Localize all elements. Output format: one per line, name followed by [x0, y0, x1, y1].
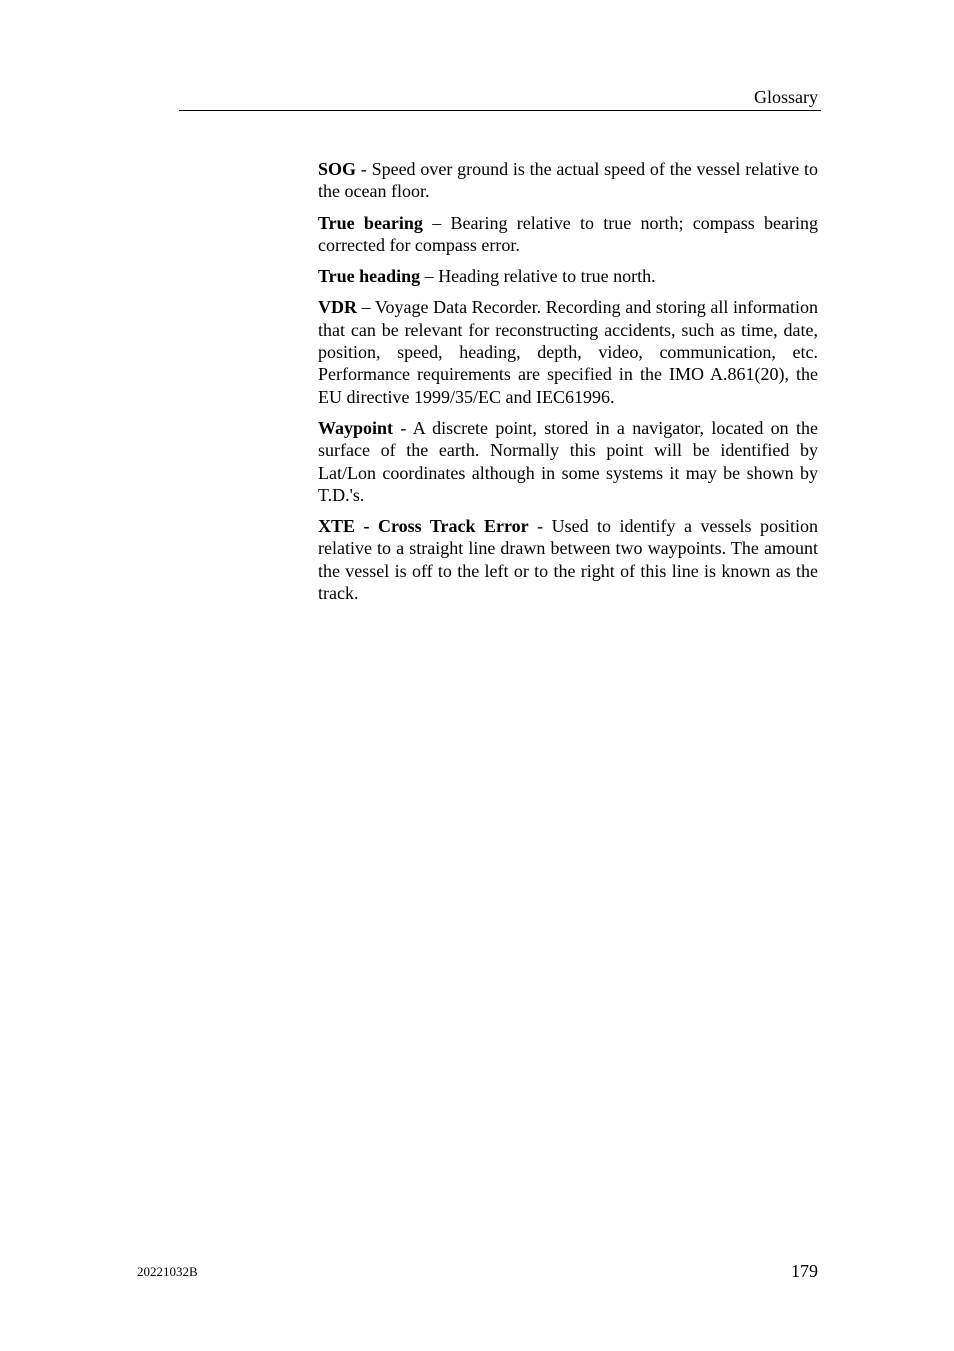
glossary-definition: - Speed over ground is the actual speed of the vessel relative to the ocean floor.	[318, 159, 818, 202]
glossary-entry-true-heading	[318, 265, 818, 287]
glossary-term: XTE - Cross Track Error	[318, 516, 529, 537]
glossary-entries	[318, 158, 818, 613]
glossary-term: True bearing	[318, 212, 423, 233]
document-code: 20221032B	[137, 1264, 198, 1279]
page-number: 179	[791, 1261, 818, 1281]
header-divider	[179, 110, 821, 111]
glossary-definition: – Bearing relative to true north; compass bearing corrected for compass error.	[318, 212, 818, 255]
running-header-title: Glossary	[754, 87, 818, 107]
glossary-definition: - Used to identify a vessels position relative to a straight line drawn between two waypoints. The amount the vessel is off to the left or to the right of this line is known as the track.	[318, 516, 818, 604]
glossary-entry-xte	[318, 515, 818, 604]
glossary-definition: – Heading relative to true north.	[420, 266, 656, 287]
glossary-term: SOG	[318, 159, 357, 179]
glossary-definition: - A discrete point, stored in a navigator, located on the surface of the earth. Normally this point will be identified by Lat/Lon coordinates although in some systems it may be shown by T.D.'s.	[318, 417, 818, 505]
glossary-definition: – Voyage Data Recorder. Recording and storing all information that can be relevant for reconstructing accidents, such as time, date, position, speed, heading, depth, video, communication, etc. Performance requirements are specified in the IMO A.861(20), the EU directive 1999/35/EC and IEC61996.	[318, 297, 818, 407]
glossary-entry-true-bearing	[318, 212, 818, 257]
glossary-term: Waypoint	[318, 417, 394, 438]
glossary-term: True heading	[318, 266, 421, 287]
glossary-term: VDR	[318, 297, 357, 318]
glossary-entry-waypoint	[318, 417, 818, 506]
glossary-entry-sog	[318, 158, 818, 203]
glossary-entry-vdr	[318, 296, 818, 407]
